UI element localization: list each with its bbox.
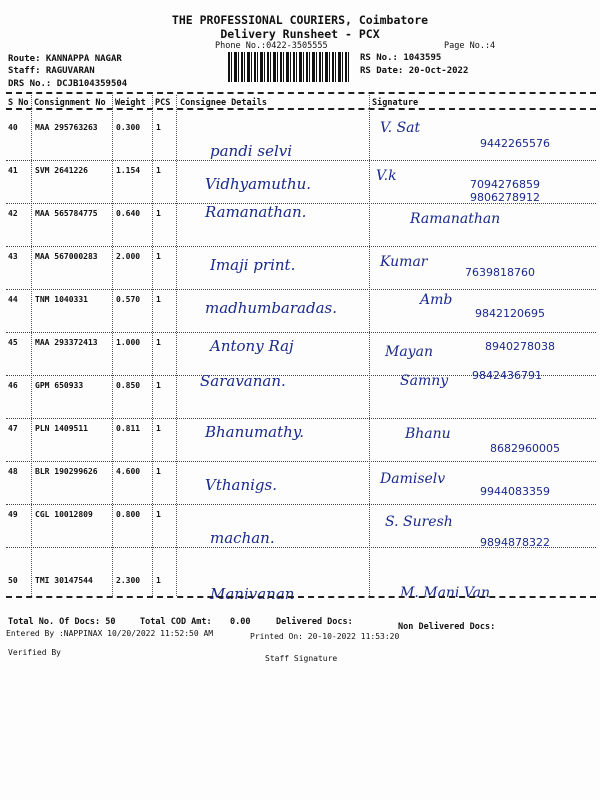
consignment-number: BLR 190299626 xyxy=(35,467,98,476)
handwritten-signature: Mayan xyxy=(385,344,433,360)
handwritten-phone: 9842120695 xyxy=(475,307,545,320)
table-row xyxy=(0,504,600,547)
staff-label: Staff: RAGUVARAN xyxy=(8,66,95,76)
table-row xyxy=(0,117,600,160)
weight-value: 2.000 xyxy=(116,252,141,261)
consignee-handwriting: Vidhyamuthu. xyxy=(205,175,312,193)
handwritten-signature: Bhanu xyxy=(405,426,451,442)
header-divider xyxy=(6,108,596,110)
consignment-number: TNM 1040331 xyxy=(35,295,88,304)
serial-number: 41 xyxy=(8,166,18,175)
weight-value: 0.811 xyxy=(116,424,141,433)
pieces-count: 1 xyxy=(156,209,161,218)
col-header-consignment: Consignment No xyxy=(34,98,106,108)
rs-date: RS Date: 20-Oct-2022 xyxy=(360,66,469,76)
consignee-handwriting: pandi selvi xyxy=(210,142,293,160)
consignment-number: TMI 30147544 xyxy=(35,576,93,585)
total-docs: Total No. Of Docs: 50 xyxy=(8,617,116,627)
consignee-handwriting: Manivanan xyxy=(210,585,295,603)
table-row xyxy=(0,289,600,332)
weight-value: 0.800 xyxy=(116,510,141,519)
handwritten-signature: V. Sat xyxy=(380,120,421,136)
staff-signature: Staff Signature xyxy=(265,654,338,663)
consignment-number: MAA 567000283 xyxy=(35,252,98,261)
consignee-handwriting: Ramanathan. xyxy=(205,203,307,221)
consignment-number: CGL 10012809 xyxy=(35,510,93,519)
handwritten-phone: 9944083359 xyxy=(480,485,550,498)
drs-number: DRS No.: DCJB104359504 xyxy=(8,79,128,89)
delivered-docs: Delivered Docs: xyxy=(276,617,353,627)
consignee-handwriting: Vthanigs. xyxy=(205,476,277,494)
handwritten-signature: M. Mani Van xyxy=(400,585,491,601)
consignment-number: MAA 293372413 xyxy=(35,338,98,347)
weight-value: 0.850 xyxy=(116,381,141,390)
company-title: THE PROFESSIONAL COURIERS, Coimbatore xyxy=(171,13,429,27)
weight-value: 2.300 xyxy=(116,576,141,585)
pieces-count: 1 xyxy=(156,166,161,175)
consignment-number: GPM 650933 xyxy=(35,381,84,390)
page-number: Page No.:4 xyxy=(444,41,496,51)
table-row xyxy=(0,570,600,613)
weight-value: 4.600 xyxy=(116,467,141,476)
verified-by: Verified By xyxy=(8,648,61,657)
pieces-count: 1 xyxy=(156,510,161,519)
serial-number: 40 xyxy=(8,123,18,132)
pieces-count: 1 xyxy=(156,424,161,433)
handwritten-phone: 7094276859 xyxy=(470,178,540,191)
handwritten-phone: 8940278038 xyxy=(485,340,555,353)
col-header-pcs: PCS xyxy=(155,98,171,108)
handwritten-signature: Ramanathan xyxy=(410,211,501,227)
barcode xyxy=(228,52,351,82)
table-row xyxy=(0,461,600,504)
pieces-count: 1 xyxy=(156,381,161,390)
serial-number: 44 xyxy=(8,295,18,304)
pieces-count: 1 xyxy=(156,295,161,304)
handwritten-signature: Samny xyxy=(400,373,449,389)
handwritten-signature: V.k xyxy=(376,168,397,184)
weight-value: 1.000 xyxy=(116,338,141,347)
consignee-handwriting: machan. xyxy=(210,529,275,547)
serial-number: 42 xyxy=(8,209,18,218)
pieces-count: 1 xyxy=(156,467,161,476)
route-label: Route: KANNAPPA NAGAR xyxy=(8,54,122,64)
phone-number: Phone No.:0422-3505555 xyxy=(215,41,328,51)
handwritten-phone: 7639818760 xyxy=(465,266,535,279)
printed-on: Printed On: 20-10-2022 11:53:20 xyxy=(250,632,400,641)
handwritten-phone: 9842436791 xyxy=(472,369,542,382)
col-header-weight: Weight xyxy=(115,98,146,108)
serial-number: 43 xyxy=(8,252,18,261)
serial-number: 48 xyxy=(8,467,18,476)
table-row xyxy=(0,369,600,418)
handwritten-signature: Damiselv xyxy=(380,471,446,487)
weight-value: 1.154 xyxy=(116,166,141,175)
non-delivered-docs: Non Delivered Docs: xyxy=(398,622,496,632)
handwritten-phone: 9894878322 xyxy=(480,536,550,549)
pieces-count: 1 xyxy=(156,252,161,261)
table-row xyxy=(0,246,600,289)
serial-number: 46 xyxy=(8,381,18,390)
serial-number: 49 xyxy=(8,510,18,519)
total-cod-value: 0.00 xyxy=(230,617,251,627)
table-row xyxy=(0,191,600,246)
header-divider xyxy=(6,92,596,94)
consignment-number: MAA 565784775 xyxy=(35,209,98,218)
serial-number: 47 xyxy=(8,424,18,433)
col-header-signature: Signature xyxy=(372,98,419,108)
consignee-handwriting: Antony Raj xyxy=(210,337,294,355)
footer-divider xyxy=(6,596,596,598)
total-cod-label: Total COD Amt: xyxy=(140,617,212,627)
consignment-number: MAA 295763263 xyxy=(35,123,98,132)
weight-value: 0.640 xyxy=(116,209,141,218)
consignment-number: SVM 2641226 xyxy=(35,166,88,175)
consignee-handwriting: madhumbaradas. xyxy=(205,299,337,317)
table-row xyxy=(0,418,600,461)
handwritten-signature: Amb xyxy=(420,292,453,308)
pieces-count: 1 xyxy=(156,576,161,585)
weight-value: 0.300 xyxy=(116,123,141,132)
row-divider xyxy=(6,547,596,548)
handwritten-phone: 9442265576 xyxy=(480,137,550,150)
consignment-number: PLN 1409511 xyxy=(35,424,88,433)
entered-by: Entered By :NAPPINAX 10/20/2022 11:52:50 AM xyxy=(6,629,214,638)
handwritten-phone: 9806278912 xyxy=(470,191,540,204)
col-header-consignee: Consignee Details xyxy=(180,98,267,108)
col-header-sno: S No xyxy=(8,98,29,108)
handwritten-signature: Kumar xyxy=(380,254,428,270)
serial-number: 45 xyxy=(8,338,18,347)
weight-value: 0.570 xyxy=(116,295,141,304)
consignee-handwriting: Imaji print. xyxy=(210,256,296,274)
rs-number: RS No.: 1043595 xyxy=(360,53,442,63)
document-subtitle: Delivery Runsheet - PCX xyxy=(220,27,380,41)
pieces-count: 1 xyxy=(156,123,161,132)
pieces-count: 1 xyxy=(156,338,161,347)
consignee-handwriting: Bhanumathy. xyxy=(205,423,305,441)
handwritten-signature: S. Suresh xyxy=(385,514,453,530)
handwritten-phone: 8682960005 xyxy=(490,442,560,455)
consignee-handwriting: Saravanan. xyxy=(200,372,286,390)
serial-number: 50 xyxy=(8,576,18,585)
